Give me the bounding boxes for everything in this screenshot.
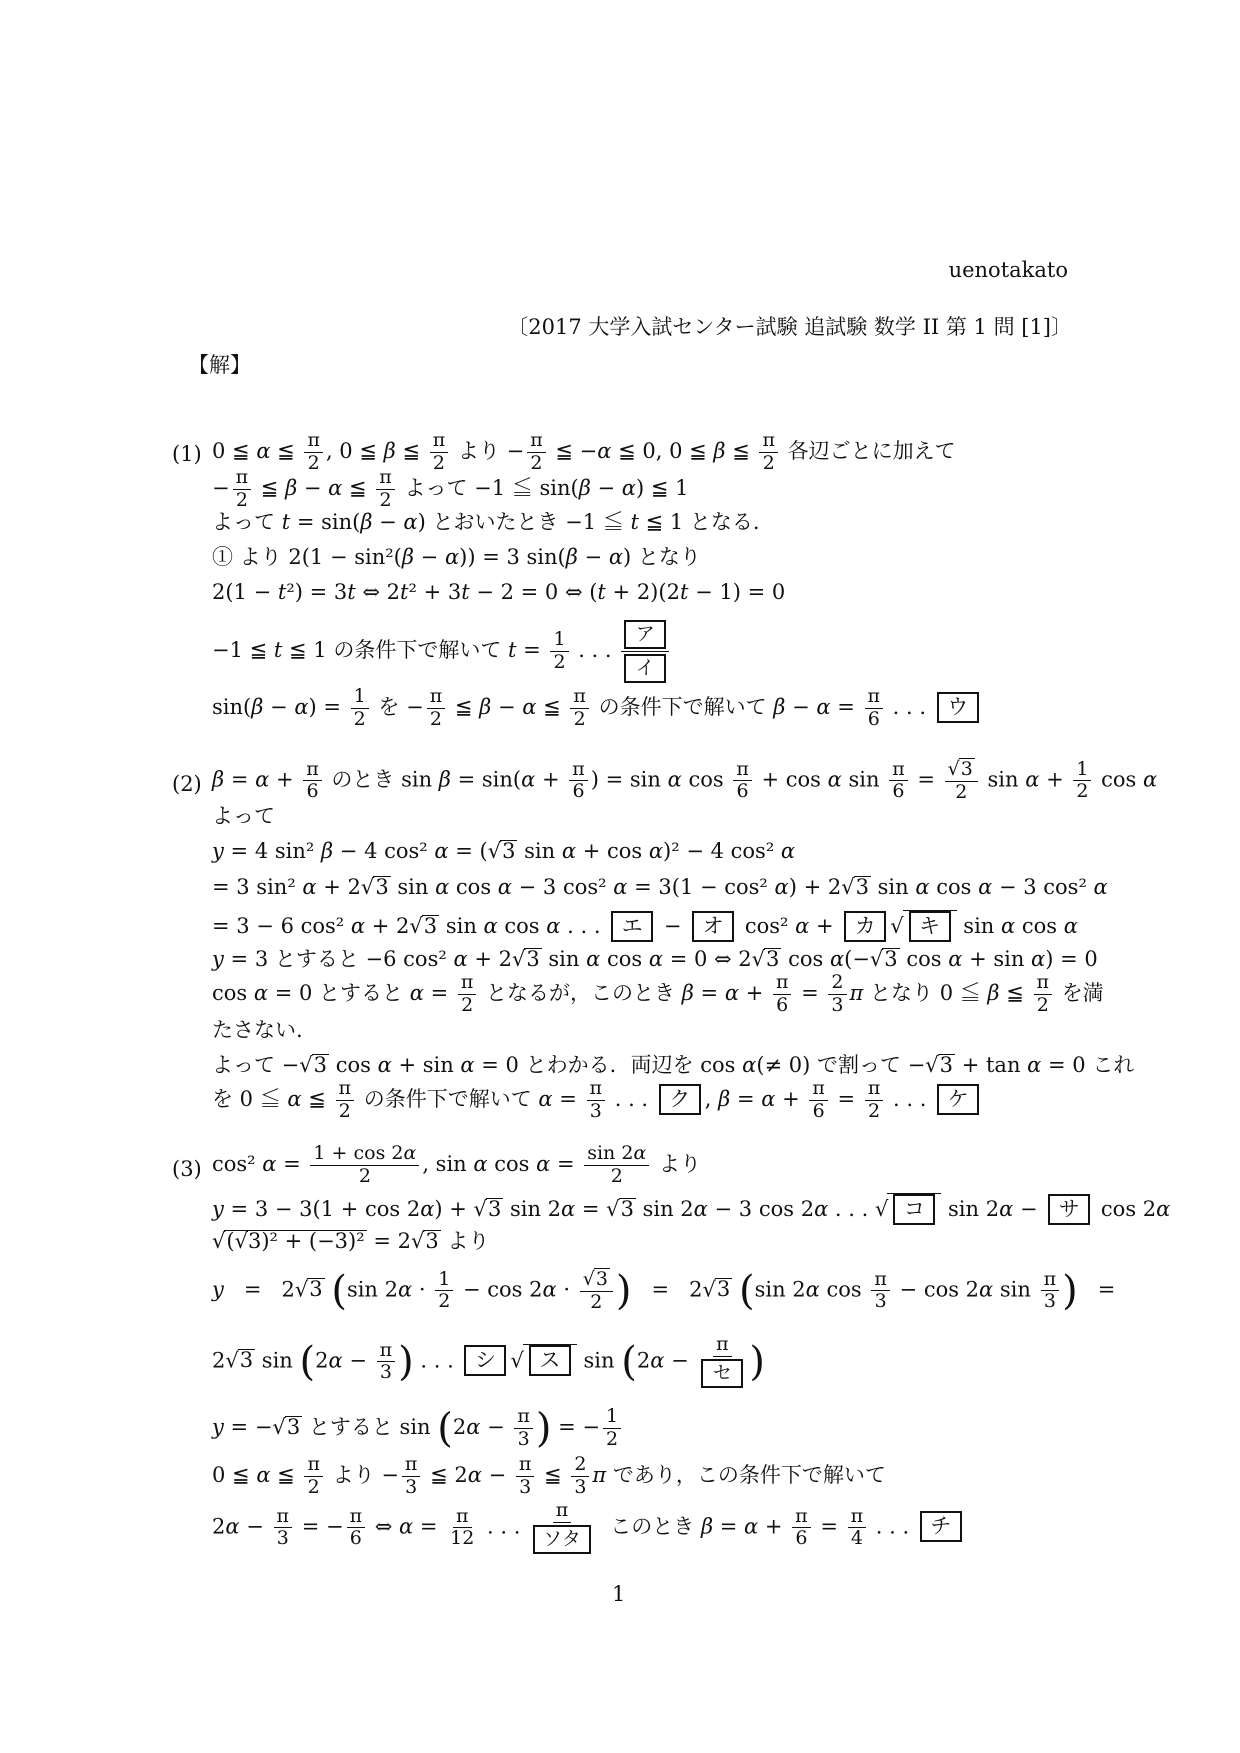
part-1-line-1: 0 ≦ α ≦ $\frac{\pi}{2}$ , 0 ≦ β ≦ $\frac{\pi}{2}$ より − $\frac{\pi}{2}$ ≦ −α ≦ 0, 0 ≦ β ≦ $\frac{\pi}{2}$ 各辺ごとに加えて (212, 429, 956, 474)
answer-box-ko: コ (893, 1194, 935, 1225)
part-3-line-3: √(√3)² + (−3)² = 2√3 より (212, 1229, 490, 1253)
part-1-line-7: sin(β − α) = $\frac{1}{2}$ を − $\frac{\pi}{2}$ ≦ β − α ≦ $\frac{\pi}{2}$ の条件下で解いて β − α = $\frac{\pi}{6}$ . . . ウ (212, 686, 983, 731)
part-1-line-6: −1 ≦ t ≦ 1 の条件下で解いて t = $\frac{1}{2}$ . . . $\frac{\text{ア}}{\text{イ}}$ (212, 618, 672, 685)
answer-box-a: ア (624, 620, 666, 649)
answer-box-su: ス (529, 1345, 571, 1376)
answer-box-ke: ケ (937, 1084, 979, 1115)
answer-box-e: エ (611, 911, 653, 942)
part-3-line-1: cos² α = $\frac{1 + \cos 2\alpha}{2}$ , sin α cos α = $\frac{\sin 2\alpha}{2}$ より (212, 1142, 701, 1187)
answer-box-se: セ (701, 1359, 743, 1388)
part-3-line-2: y = 3 − 3(1 + cos 2α) + √3 sin 2α = √3 sin 2α − 3 cos 2α . . . √ コ sin 2α − サ cos 2α (212, 1193, 1170, 1225)
part-1-line-5: 2(1 − t²) = 3t ⇔ 2t² + 3t − 2 = 0 ⇔ (t + 2)(2t − 1) = 0 (212, 580, 786, 604)
part-2-line-6: y = 3 とすると −6 cos² α + 2√3 sin α cos α = 0 ⇔ 2√3 cos α(−√3 cos α + sin α) = 0 (212, 947, 1098, 971)
solution-heading: 【解】 (188, 353, 251, 377)
part-3-label: (3) (172, 1157, 202, 1181)
answer-box-shi: シ (464, 1345, 506, 1376)
answer-box-sa: サ (1048, 1194, 1090, 1225)
part-3-line-4: y = 2√3 (sin 2α · $\frac{1}{2}$ − cos 2α · $\frac{√3}{2}$ ) = 2√3 (sin 2α cos $\frac{\pi}{3}$ − cos 2α sin $\frac{\pi}{3}$ ) = (212, 1267, 1116, 1314)
part-2-line-9: よって −√3 cos α + sin α = 0 とわかる．両辺を cos α(≠ 0) で割って −√3 + tan α = 0 これ (212, 1053, 1135, 1077)
part-3-line-5: 2√3 sin (2α − $\frac{\pi}{3}$ ) . . . シ √ ス sin (2α − $\frac{\pi}{\text{セ}}$ ) (212, 1334, 765, 1390)
part-3-line-8: 2α − $\frac{\pi}{3}$ = − $\frac{\pi}{6}$ ⇔ α = $\frac{\pi}{12}$ . . . $\frac{\pi}{\text{ソタ}}$ このとき β = α + $\frac{\pi}{6}$ = $\frac{\pi}{4}$ . . . チ (212, 1500, 966, 1556)
exam-source: 〔2017 大学入試センター試験 追試験 数学 II 第 1 問 [1]〕 (507, 315, 1072, 339)
author: uenotakato (948, 258, 1068, 282)
answer-box-ka: カ (844, 911, 886, 942)
answer-box-ki: キ (909, 911, 951, 942)
part-1-label: (1) (172, 442, 202, 466)
answer-box-u: ウ (937, 692, 979, 723)
part-3-line-7: 0 ≦ α ≦ $\frac{\pi}{2}$ より − $\frac{\pi}{3}$ ≦ 2α − $\frac{\pi}{3}$ ≦ $\frac{2}{3}$ π であり，この条件下で解いて (212, 1453, 886, 1498)
part-2-line-10: を 0 ≦ α ≦ $\frac{\pi}{2}$ の条件下で解いて α = $\frac{\pi}{3}$ . . . ク , β = α + $\frac{\pi}{6}$ = $\frac{\pi}{2}$ . . . ケ (212, 1078, 983, 1123)
part-2-line-1: β = α + $\frac{\pi}{6}$ のとき sin β = sin(α + $\frac{\pi}{6}$ ) = sin α cos $\frac{\pi}{6}$ + cos α sin $\frac{\pi}{6}$ = $\frac{√3}{2}$ sin α + $\frac{1}{2}$ cos α (212, 757, 1158, 803)
part-2-label: (2) (172, 772, 202, 796)
answer-box-ku: ク (659, 1084, 701, 1115)
part-1-line-2: − $\frac{\pi}{2}$ ≦ β − α ≦ $\frac{\pi}{2}$ よって −1 ≦ sin(β − α) ≦ 1 (212, 466, 689, 511)
page-number: 1 (612, 1582, 626, 1606)
part-2-line-8: たさない. (212, 1018, 303, 1042)
part-1-line-4: ① より 2(1 − sin²(β − α)) = 3 sin(β − α) となり (212, 545, 701, 569)
part-2-line-5: = 3 − 6 cos² α + 2√3 sin α cos α . . . エ − オ cos² α + カ √ キ sin α cos α (212, 910, 1078, 942)
answer-box-i: イ (624, 654, 666, 683)
part-2-line-2: よって (212, 804, 275, 828)
answer-box-o: オ (692, 911, 734, 942)
part-2-line-4: = 3 sin² α + 2√3 sin α cos α − 3 cos² α = 3(1 − cos² α) + 2√3 sin α cos α − 3 cos² α (212, 875, 1108, 899)
part-1-line-3: よって t = sin(β − α) とおいたとき −1 ≦ t ≦ 1 となる. (212, 510, 760, 534)
part-3-line-6: y = −√3 とすると sin (2α − $\frac{\pi}{3}$ ) = − $\frac{1}{2}$ (212, 1406, 624, 1451)
part-2-line-7: cos α = 0 とすると α = $\frac{\pi}{2}$ となるが，このとき β = α + $\frac{\pi}{6}$ = $\frac{2}{3}$ π となり 0 ≦ β ≦ $\frac{\pi}{2}$ を満 (212, 971, 1104, 1016)
part-2-line-3: y = 4 sin² β − 4 cos² α = (√3 sin α + cos α)² − 4 cos² α (212, 839, 796, 863)
answer-box-chi: チ (920, 1511, 962, 1542)
answer-box-sota: ソタ (533, 1525, 591, 1554)
